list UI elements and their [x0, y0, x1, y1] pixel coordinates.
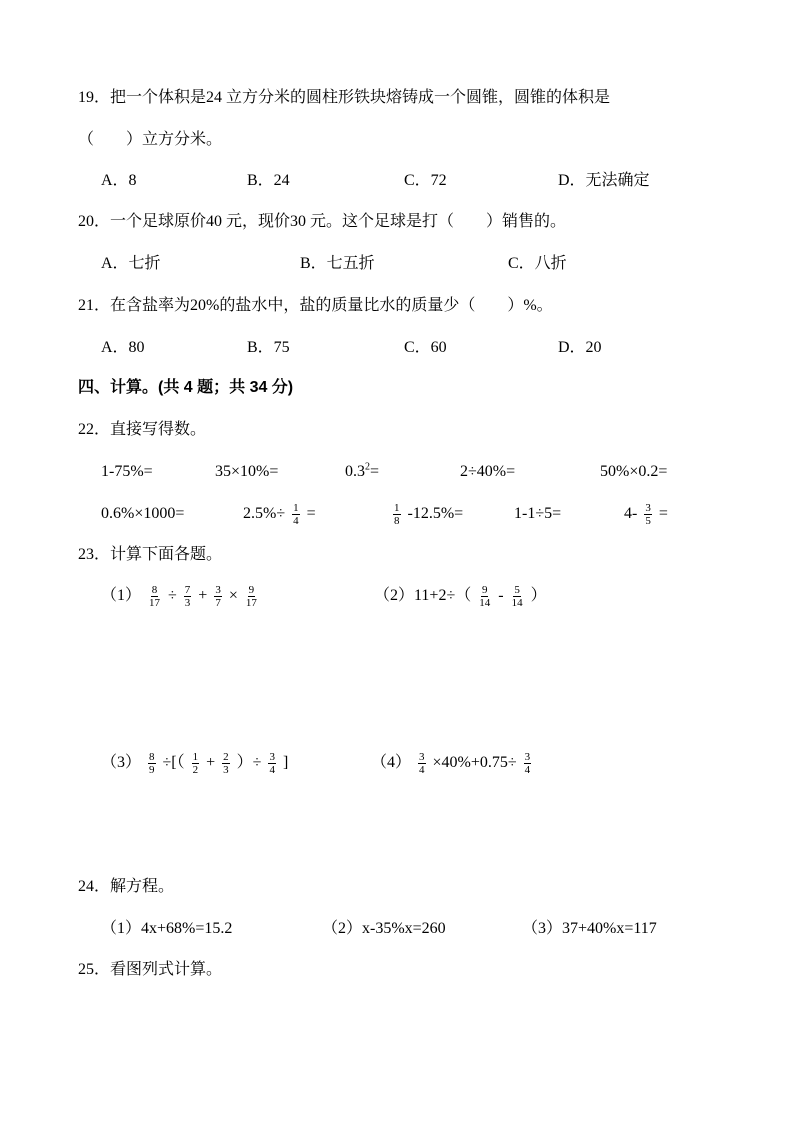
- q19-option-d[interactable]: D．无法确定: [558, 172, 650, 189]
- fraction: $\frac{7}{3}$: [184, 583, 191, 609]
- q22-r2-a: 0.6%×1000=: [101, 505, 185, 522]
- q20-option-c[interactable]: C．八折: [508, 255, 567, 272]
- q24-eq1: （1）4x+68%=15.2: [101, 920, 233, 937]
- fraction: $\frac{9}{17}$: [245, 583, 257, 609]
- q23-part3: （3） $\frac{8}{9}$ ÷[（ $\frac{1}{2}$ + $\frac{2}{3}$ ）÷ $\frac{3}{4}$ ]: [101, 750, 289, 776]
- q23-part2: （2）11+2÷（ $\frac{9}{14}$ - $\frac{5}{14}$ ）: [374, 583, 547, 609]
- q19-line1: 19．把一个体积是24 立方分米的圆柱形铁块熔铸成一个圆锥，圆锥的体积是: [78, 89, 611, 106]
- q22-r2-e: 4- $\frac{3}{5}$ =: [624, 501, 668, 527]
- q23-part4: （4） $\frac{3}{4}$ ×40%+0.75÷ $\frac{3}{4}$: [371, 750, 531, 776]
- fraction: $\frac{8}{17}$: [149, 583, 161, 609]
- q19-line2: （ ）立方分米。: [78, 131, 223, 148]
- q22-r2-c: $\frac{1}{8}$ -12.5%=: [394, 501, 464, 527]
- q22-r1-b: 35×10%=: [215, 463, 279, 480]
- fraction: $\frac{3}{7}$: [215, 583, 221, 609]
- q22-r1-e: 50%×0.2=: [600, 463, 668, 480]
- q21-option-c[interactable]: C．60: [404, 339, 447, 356]
- q23-part1: （1） $\frac{8}{17}$ ÷ $\frac{7}{3}$ + $\frac{3}{7}$ × $\frac{9}{17}$: [101, 583, 257, 609]
- fraction: $\frac{3}{4}$: [419, 750, 425, 776]
- q25-title: 25．看图列式计算。: [78, 961, 223, 978]
- fraction: $\frac{5}{14}$: [511, 583, 523, 609]
- section-heading: 四、计算。(共 4 题；共 34 分): [78, 379, 294, 396]
- fraction: $\frac{8}{9}$: [149, 750, 155, 776]
- fraction: $\frac{9}{14}$: [479, 583, 491, 609]
- fraction: $\frac{3}{4}$: [524, 750, 531, 776]
- fraction: $\frac{1}{2}$: [192, 750, 199, 776]
- fraction: $\frac{3}{5}$: [645, 501, 651, 527]
- q22-r2-d: 1-1÷5=: [514, 505, 562, 522]
- q24-title: 24．解方程。: [78, 878, 175, 895]
- q22-title: 22．直接写得数。: [78, 421, 207, 438]
- q22-r1-c: $0.3^2=$: [345, 461, 380, 480]
- q20-option-b[interactable]: B．七五折: [300, 255, 375, 272]
- q23-title: 23．计算下面各题。: [78, 546, 223, 563]
- q22-r2-b: 2.5%÷ $\frac{1}{4}$ =: [243, 501, 316, 527]
- q24-eq2: （2）x-35%x=260: [322, 920, 446, 937]
- q21-text: 21．在含盐率为20%的盐水中，盐的质量比水的质量少（ ）%。: [78, 297, 553, 314]
- q20-text: 20．一个足球原价40 元，现价30 元。这个足球是打（ ）销售的。: [78, 213, 567, 230]
- fraction: $\frac{2}{3}$: [223, 750, 229, 776]
- q21-option-a[interactable]: A．80: [101, 339, 145, 356]
- q19-option-c[interactable]: C．72: [404, 172, 447, 189]
- q19-option-b[interactable]: B．24: [247, 172, 290, 189]
- q22-r1-d: 2÷40%=: [460, 463, 516, 480]
- q21-option-d[interactable]: D．20: [558, 339, 602, 356]
- q24-eq3: （3）37+40%x=117: [522, 920, 657, 937]
- q20-option-a[interactable]: A．七折: [101, 255, 161, 272]
- q22-r1-a: 1-75%=: [101, 463, 153, 480]
- q19-option-a[interactable]: A．8: [101, 172, 137, 189]
- fraction: $\frac{1}{8}$: [394, 501, 400, 527]
- q21-option-b[interactable]: B．75: [247, 339, 290, 356]
- fraction: $\frac{3}{4}$: [269, 750, 275, 776]
- fraction: $\frac{1}{4}$: [293, 501, 299, 527]
